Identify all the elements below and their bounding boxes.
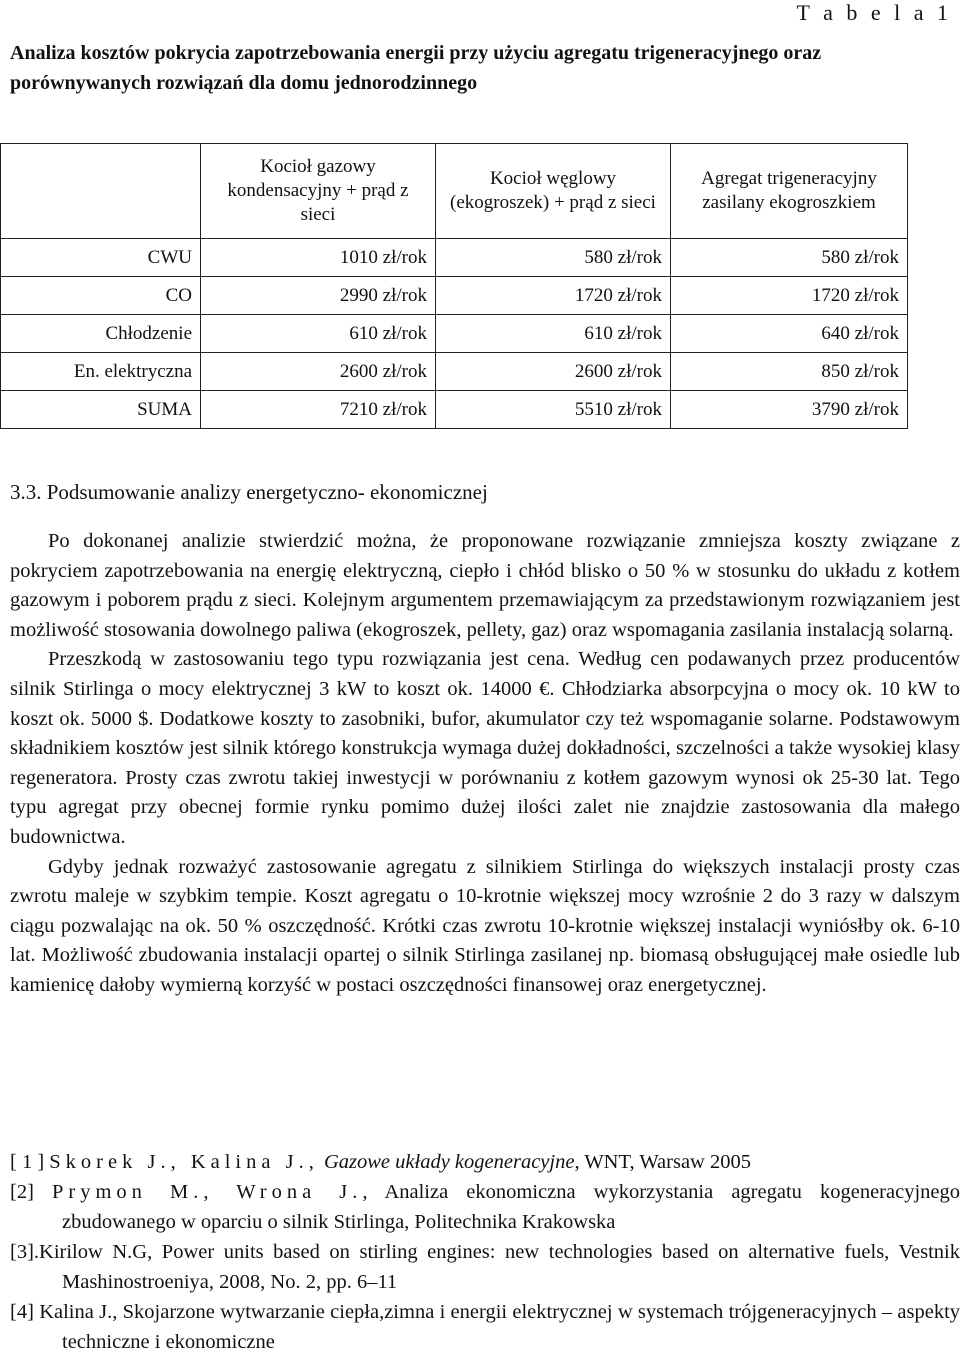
table-cell: 640 zł/rok [671, 315, 908, 353]
reference-number: [2] [10, 1181, 34, 1203]
table-cell: 7210 zł/rok [201, 391, 436, 429]
table-cell: 850 zł/rok [671, 353, 908, 391]
reference-details: , Analiza ekonomiczna wykorzystania agregatu kogeneracyjnego zbudowanego w oparciu o silnik Stirlinga, Politechnika Krakowska [62, 1181, 960, 1233]
column-header-coal-boiler: Kocioł węglowy (ekogroszek) + prąd z sieci [436, 144, 671, 239]
row-label: SUMA [1, 391, 201, 429]
reference-details: , WNT, Warsaw 2005 [574, 1151, 751, 1173]
table-cell: 5510 zł/rok [436, 391, 671, 429]
table-label: T a b e l a 1 [796, 0, 952, 25]
table-cell: 1010 zł/rok [201, 239, 436, 277]
body-text [10, 527, 960, 1001]
row-label: CO [1, 277, 201, 315]
reference-item [10, 1177, 960, 1237]
row-label: En. elektryczna [1, 353, 201, 391]
table-cell: 610 zł/rok [436, 315, 671, 353]
paragraph: Po dokonanej analizie stwierdzić można, że proponowane rozwiązanie zmniejsza koszty związane z pokryciem zapotrzebowania na energię elektryczną, ciepło i chłód blisko o 50 % w stosunku do układu z kotłem gazowym i poborem prądu z sieci. Kolejnym argumentem przemawiającym za przedstawionym rozwiązaniem jest możliwość stosowania dowolnego paliwa (ekogroszek, pellety, gaz) oraz wspomagania zasilania instalacją solarną. [10, 530, 960, 641]
table-cell: 580 zł/rok [671, 239, 908, 277]
paragraph: Przeszkodą w zastosowaniu tego typu rozwiązania jest cena. Według cen podawanych przez producentów silnik Stirlinga o mocy elektrycznej 3 kW to koszt ok. 14000 €. Chłodziarka absorpcyjna o mocy ok. 10 kW to koszt ok. 5000 $. Dodatkowe koszty to zasobniki, bufor, akumulator czy też wspomaganie solarne. Podstawowym składnikiem kosztów jest silnik którego konstrukcja wymaga dużej dokładności, szczelności a także wysokiej klasy regeneratora. Prosty czas zwrotu takiej inwestycji w porównaniu z kotłem gazowym wynosi ok 25-30 lat. Tego typu agregat przy obecnej formie rynku pomimo dużej ilości zalet nie znajdzie zastosowania dla małego budownictwa. [10, 648, 960, 848]
table-header-row [1, 144, 908, 239]
reference-details: .Kirilow N.G, Power units based on stirling engines: new technologies based on alternative fuels, Vestnik Mashinostroeniya, 2008, No. 2, pp. 6–11 [33, 1241, 960, 1293]
reference-authors: Skorek J., Kalina J., [49, 1151, 319, 1173]
table-row-total [1, 391, 908, 429]
column-header-gas-boiler: Kocioł gazowy kondensacyjny + prąd z sieci [201, 144, 436, 239]
table-cell: 1720 zł/rok [671, 277, 908, 315]
reference-item [10, 1237, 960, 1297]
table-cell: 1720 zł/rok [436, 277, 671, 315]
table-caption: Analiza kosztów pokrycia zapotrzebowania energii przy użyciu agregatu trigeneracyjnego oraz porównywanych rozwiązań dla domu jednorodzinnego [10, 42, 822, 94]
table-row [1, 277, 908, 315]
table-cell: 2600 zł/rok [436, 353, 671, 391]
table-cell: 3790 zł/rok [671, 391, 908, 429]
table-cell: 580 zł/rok [436, 239, 671, 277]
table-cell: 610 zł/rok [201, 315, 436, 353]
reference-item [10, 1147, 960, 1177]
reference-number: [3] [10, 1241, 34, 1263]
table-row [1, 239, 908, 277]
table-row [1, 353, 908, 391]
reference-details: Kalina J., Skojarzone wytwarzanie ciepła,zimna i energii elektrycznej w systemach trójgeneracyjnych – aspekty techniczne i ekonomiczne [39, 1301, 960, 1353]
reference-number: [ 1 ] [10, 1151, 45, 1173]
section-heading: 3.3. Podsumowanie analizy energetyczno- ekonomicznej [10, 480, 488, 504]
paragraph: Gdyby jednak rozważyć zastosowanie agregatu z silnikiem Stirlinga do większych instalacji prosty czas zwrotu maleje w szybkim tempie. Koszt agregatu o 10-krotnie większej mocy wzrośnie 2 do 3 razy w dalszym ciągu pozwalając na ok. 50 % oszczędność. Krótki czas zwrotu 10-krotnie większej instalacji wyniósłby ok. 6-10 lat. Możliwość zbudowania instalacji opartej o silnik Stirlinga zasilanej np. biomasą obsługującej małe osiedle lub kamienicę dałoby wymierną korzyść w postaci oszczędności finansowej oraz energetycznej. [10, 855, 960, 996]
reference-item [10, 1297, 960, 1357]
table-cell: 2600 zł/rok [201, 353, 436, 391]
reference-authors: Prymon M., Wrona J. [52, 1181, 363, 1203]
table-row [1, 315, 908, 353]
reference-title: Gazowe układy kogeneracyjne [323, 1151, 575, 1173]
row-label: Chłodzenie [1, 315, 201, 353]
table-corner-cell [1, 144, 201, 239]
references-list [10, 1147, 960, 1357]
table-cell: 2990 zł/rok [201, 277, 436, 315]
row-label: CWU [1, 239, 201, 277]
cost-comparison-table [0, 143, 908, 429]
column-header-trigeneration-unit: Agregat trigeneracyjny zasilany ekogroszkiem [671, 144, 908, 239]
reference-number: [4] [10, 1301, 34, 1323]
